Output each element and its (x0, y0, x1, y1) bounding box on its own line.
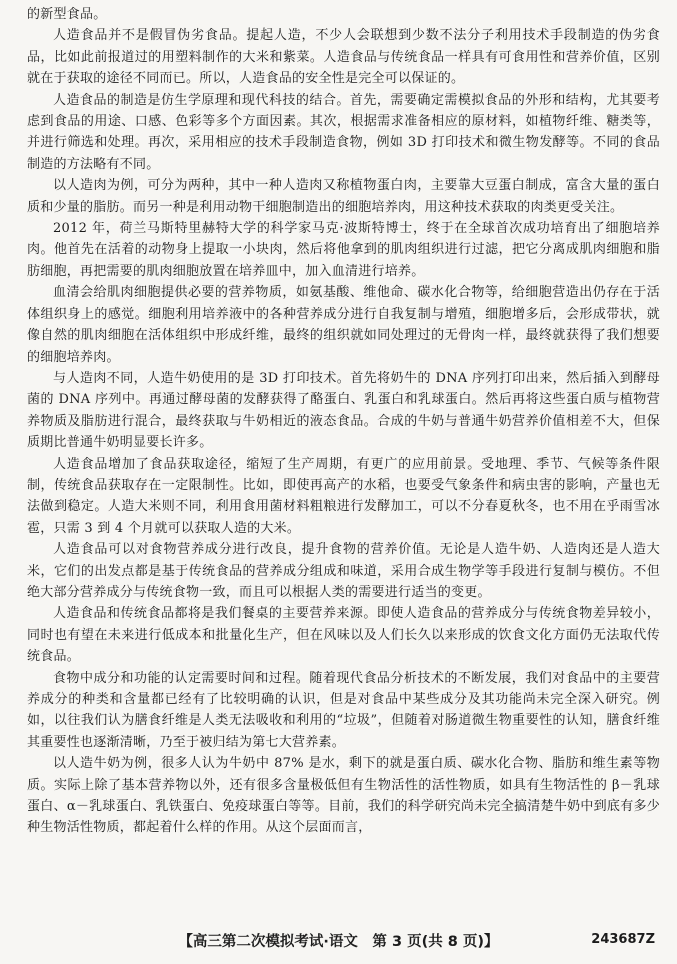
paragraph: 与人造肉不同，人造牛奶使用的是 3D 打印技术。首先将奶牛的 DNA 序列打印出来，然后插入到酵母菌的 DNA 序列中。再通过酵母菌的发酵获得了酪蛋白、乳蛋白和乳球蛋白。然后再将这些蛋白质与植物营养物质及脂肪进行混合，最终获取与牛奶相近的液态食品。合成的牛奶与普通牛奶营养价值相差不大，但保质期比普通牛奶明显要长许多。 (27, 370, 660, 451)
paragraph: 人造食品增加了食品获取途径，缩短了生产周期，有更广的应用前景。受地理、季节、气候等条件限制，传统食品获取存在一定限制性。比如，即使再高产的水稻，也要受气象条件和病虫害的影响，产量也无法做到稳定。人造大米则不同，利用食用菌材料粗粮进行发酵加工，可以不分春夏秋冬，也不用在乎雨雪冰雹，只需 3 到 4 个月就可以获取人造的大米。 (27, 456, 660, 536)
document-body (27, 4, 660, 839)
paragraph: 2012 年，荷兰马斯特里赫特大学的科学家马克·波斯特博士，终于在全球首次成功培育出了细胞培养肉。他首先在活着的动物身上提取一小块肉，然后将他拿到的肌肉组织进行过滤，把它分离成肌肉细胞和脂肪细胞，再把需要的肌肉细胞放置在培养皿中，加入血清进行培养。 (27, 221, 660, 279)
paragraph: 人造食品和传统食品都将是我们餐桌的主要营养来源。即使人造食品的营养成分与传统食物差异较小，同时也有望在未来进行低成本和批量化生产，但在风味以及人们长久以来形成的饮食文化方面仍无法取代传统食品。 (27, 606, 660, 665)
paragraph: 人造食品的制造是仿生学原理和现代科技的结合。首先，需要确定需模拟食品的外形和结构，尤其要考虑到食品的用途、口感、色彩等多个方面因素。其次，根据需求准备相应的原材料，如植物纤维、糖类等，并进行筛选和处理。再次，采用相应的技术手段制造食物，例如 3D 打印技术和微生物发酵等。不同的食品制造的方法略有不同。 (27, 92, 660, 172)
page-footer (0, 928, 677, 952)
exam-page-info: 【高三第二次模拟考试·语文 第 3 页(共 8 页)】 (178, 934, 499, 950)
paragraph: 血清会给肌肉细胞提供必要的营养物质，如氨基酸、维他命、碳水化合物等，给细胞营造出仍存在于活体组织身上的感觉。细胞利用培养液中的各种营养成分进行自我复制与增殖，细胞增多后，会形成带状，就像自然的肌肉细胞在活体组织中形成纤维，最终的组织就如同处理过的无骨肉一样，最终就获得了我们想要的细胞培养肉。 (27, 285, 660, 365)
paragraph: 食物中成分和功能的认定需要时间和过程。随着现代食品分析技术的不断发展，我们对食品中的主要营养成分的种类和含量都已经有了比较明确的认识，但是对食品中某些成分及其功能尚未完全深入研究。例如，以往我们认为膳食纤维是人类无法吸收和利用的“垃圾”，但随着对肠道微生物重要性的认知，膳食纤维其重要性也逐渐清晰，乃至于被归结为第七大营养素。 (27, 670, 660, 750)
paragraph: 以人造肉为例，可分为两种，其中一种人造肉又称植物蛋白肉，主要靠大豆蛋白制成，富含大量的蛋白质和少量的脂肪。而另一种是利用动物干细胞制造出的细胞培养肉，用这种技术获取的肉类更受关注。 (27, 178, 660, 215)
paragraph: 以人造牛奶为例，很多人认为牛奶中 87% 是水，剩下的就是蛋白质、碳水化合物、脂肪和维生素等物质。实际上除了基本营养物以外，还有很多含量极低但有生物活性的活性物质，如具有生物活性的 β－乳球蛋白、α－乳球蛋白、乳铁蛋白、免疫球蛋白等等。目前，我们的科学研究尚未完全搞清楚牛奶中到底有多少种生物活性物质，都起着什么样的作用。从这个层面而言， (27, 756, 660, 836)
paragraph: 人造食品可以对食物营养成分进行改良，提升食物的营养价值。无论是人造牛奶、人造肉还是人造大米，它们的出发点都是基于传统食品的营养成分组成和味道，采用合成生物学等手段进行复制与模仿。不但绝大部分营养成分与传统食物一致，而且可以根据人类的需要进行适当的变更。 (27, 542, 660, 600)
paragraph: 人造食品并不是假冒伪劣食品。提起人造，不少人会联想到少数不法分子利用技术手段制造的伪劣食品，比如此前报道过的用塑料制作的大米和紫菜。人造食品与传统食品一样具有可食用性和营养价值，区别就在于获取的途径不同而已。所以，人造食品的安全性是完全可以保证的。 (27, 28, 660, 87)
paragraph: 的新型食品。 (27, 7, 107, 22)
exam-code: 243687Z (591, 932, 655, 947)
